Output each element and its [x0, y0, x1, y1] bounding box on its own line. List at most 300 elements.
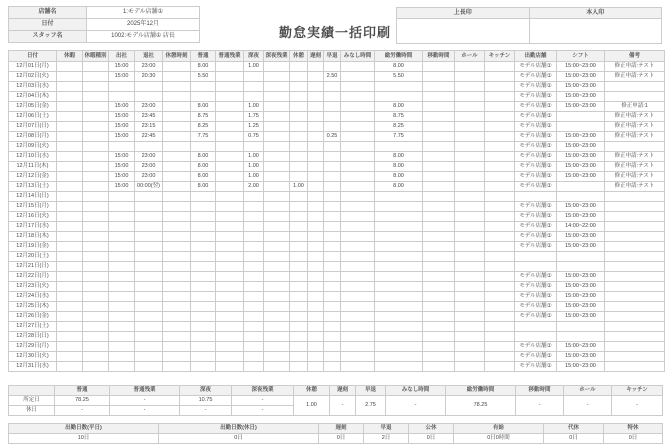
cell: 0日: [604, 434, 663, 444]
cell: [324, 122, 341, 132]
cell: [423, 232, 455, 242]
cell: [375, 142, 423, 152]
cell: [216, 182, 244, 192]
cell: [485, 282, 515, 292]
cell: [341, 92, 375, 102]
cell: [163, 112, 191, 122]
cell: 12月11日(木): [9, 162, 57, 172]
cell: [290, 362, 308, 372]
cell: [375, 292, 423, 302]
cell: 8.00: [191, 102, 216, 112]
cell: [216, 112, 244, 122]
table-row: [9, 232, 665, 242]
cell: [109, 242, 135, 252]
cell: 0日: [159, 434, 319, 444]
cell: [264, 82, 290, 92]
table-row: [9, 132, 665, 142]
cell: [423, 102, 455, 112]
cell: モデル店舗①: [515, 302, 557, 312]
cell: 15:00~23:00: [557, 342, 605, 352]
cell: [375, 312, 423, 322]
cell: [135, 352, 163, 362]
cell: 15:00: [109, 62, 135, 72]
cell: 12月29日(月): [9, 342, 57, 352]
cell: [163, 252, 191, 262]
cell: [423, 342, 455, 352]
cell: [216, 342, 244, 352]
cell: -: [232, 406, 294, 416]
cell: [455, 92, 485, 102]
cell: [264, 302, 290, 312]
cell: [485, 322, 515, 332]
cell: [423, 182, 455, 192]
cell: [191, 202, 216, 212]
cell: [423, 312, 455, 322]
cell: [485, 232, 515, 242]
cell: [455, 122, 485, 132]
cell: [375, 222, 423, 232]
cell: [375, 272, 423, 282]
cell: [375, 192, 423, 202]
cell: [135, 92, 163, 102]
cell: -: [180, 406, 232, 416]
cell: [135, 342, 163, 352]
cell: 15:00~23:00: [557, 302, 605, 312]
cell: [485, 62, 515, 72]
cell: [109, 142, 135, 152]
cell: 12月21日(日): [9, 262, 57, 272]
column-header: 休暇: [57, 51, 83, 62]
cell: [423, 122, 455, 132]
table-row: [9, 62, 665, 72]
cell: [485, 302, 515, 312]
cell: [423, 302, 455, 312]
cell: [264, 252, 290, 262]
cell: [557, 322, 605, 332]
cell: [216, 292, 244, 302]
cell: [308, 302, 324, 312]
cell: モデル店舗①: [515, 242, 557, 252]
cell: [244, 252, 264, 262]
cell: [109, 92, 135, 102]
cell: [341, 72, 375, 82]
table-row: [9, 262, 665, 272]
cell: 12月26日(金): [9, 312, 57, 322]
table-row: [9, 182, 665, 192]
cell: 15:00~23:00: [557, 242, 605, 252]
cell: [605, 232, 665, 242]
cell: [244, 72, 264, 82]
cell: 15:00~23:00: [557, 102, 605, 112]
cell: [375, 302, 423, 312]
cell: [135, 222, 163, 232]
cell: [455, 222, 485, 232]
cell: [455, 62, 485, 72]
column-header: 出勤日数(平日): [9, 424, 159, 434]
cell: [163, 212, 191, 222]
cell: [423, 192, 455, 202]
table-row: [9, 92, 665, 102]
cell: [216, 262, 244, 272]
cell: [290, 252, 308, 262]
cell: [423, 222, 455, 232]
cell: 15:00~23:00: [557, 62, 605, 72]
cell: [216, 172, 244, 182]
cell: [264, 182, 290, 192]
cell: [557, 182, 605, 192]
cell: 12月19日(金): [9, 242, 57, 252]
cell: [485, 212, 515, 222]
cell: モデル店舗①: [515, 182, 557, 192]
cell: [605, 212, 665, 222]
cell: [57, 62, 83, 72]
cell: [57, 352, 83, 362]
column-header: 普通残業: [110, 386, 180, 396]
cell: [163, 172, 191, 182]
cell: [290, 122, 308, 132]
cell: [191, 82, 216, 92]
column-header: 早退: [356, 386, 386, 396]
cell: [423, 162, 455, 172]
cell: 7.75: [191, 132, 216, 142]
cell: [135, 242, 163, 252]
cell: 15:00~23:00: [557, 352, 605, 362]
cell: [264, 282, 290, 292]
cell: [557, 122, 605, 132]
cell: [423, 62, 455, 72]
cell: [290, 142, 308, 152]
cell: [341, 122, 375, 132]
cell: [341, 262, 375, 272]
cell: [455, 152, 485, 162]
cell: [290, 162, 308, 172]
cell: モデル店舗①: [515, 162, 557, 172]
column-header: 日付: [9, 51, 57, 62]
cell: [109, 262, 135, 272]
cell: 15:00~23:00: [557, 212, 605, 222]
cell: モデル店舗①: [515, 112, 557, 122]
cell: [163, 62, 191, 72]
cell: [57, 242, 83, 252]
cell: [290, 332, 308, 342]
table-row: [9, 332, 665, 342]
cell: [83, 272, 109, 282]
cell: [308, 92, 324, 102]
info-value-date: 2025年12月: [87, 19, 200, 31]
column-header: 休憩: [290, 51, 308, 62]
cell: [191, 192, 216, 202]
cell: [455, 342, 485, 352]
cell: [375, 82, 423, 92]
table-row: [9, 82, 665, 92]
cell: [109, 232, 135, 242]
cell: [455, 192, 485, 202]
column-header: 休暇種別: [83, 51, 109, 62]
cell: [308, 162, 324, 172]
column-header: 退社: [135, 51, 163, 62]
cell: [264, 322, 290, 332]
cell: [455, 362, 485, 372]
cell: [216, 252, 244, 262]
column-header: 備考: [605, 51, 665, 62]
cell: 1.00: [244, 62, 264, 72]
cell: [375, 362, 423, 372]
cell: モデル店舗①: [515, 92, 557, 102]
table-row: [9, 102, 665, 112]
cell: [244, 312, 264, 322]
cell: [244, 342, 264, 352]
cell: [109, 342, 135, 352]
cell: [163, 152, 191, 162]
cell: 15:00~23:00: [557, 292, 605, 302]
cell: 1.00: [244, 172, 264, 182]
cell: 15:00~23:00: [557, 142, 605, 152]
cell: モデル店舗①: [515, 152, 557, 162]
cell: 12月06日(土): [9, 112, 57, 122]
cell: [485, 262, 515, 272]
cell: [375, 252, 423, 262]
cell: [605, 202, 665, 212]
cell: [290, 272, 308, 282]
column-header: 総労働時間: [446, 386, 516, 396]
cell: [455, 102, 485, 112]
cell: [290, 342, 308, 352]
cell: [264, 342, 290, 352]
cell: [290, 312, 308, 322]
cell: [515, 192, 557, 202]
row-label: 休日: [9, 406, 55, 416]
cell: [191, 312, 216, 322]
cell: [83, 192, 109, 202]
column-header: 休憩時刻: [163, 51, 191, 62]
column-header: 遅刻: [308, 51, 324, 62]
cell: 10日: [9, 434, 159, 444]
cell: モデル店舗①: [515, 132, 557, 142]
table-row: [9, 142, 665, 152]
cell: [191, 222, 216, 232]
cell: [605, 342, 665, 352]
cell: [455, 212, 485, 222]
cell: 15:00~23:00: [557, 132, 605, 142]
cell: [244, 82, 264, 92]
cell: [216, 322, 244, 332]
cell: [244, 302, 264, 312]
cell: [341, 222, 375, 232]
cell: [135, 82, 163, 92]
cell: [163, 182, 191, 192]
cell: [455, 352, 485, 362]
cell: [455, 182, 485, 192]
cell: [557, 262, 605, 272]
cell: [455, 142, 485, 152]
cell: [423, 252, 455, 262]
cell: [135, 282, 163, 292]
cell: [308, 332, 324, 342]
cell: 1.00: [244, 162, 264, 172]
cell: [83, 232, 109, 242]
cell: [455, 172, 485, 182]
cell: 修正申請:テスト: [605, 122, 665, 132]
cell: -: [110, 396, 180, 406]
cell: 12月20日(土): [9, 252, 57, 262]
cell: [135, 202, 163, 212]
cell: [163, 142, 191, 152]
cell: [264, 332, 290, 342]
table-row: [9, 152, 665, 162]
cell: [324, 352, 341, 362]
cell: [375, 212, 423, 222]
cell: [57, 72, 83, 82]
cell: 8.75: [191, 112, 216, 122]
cell: [216, 222, 244, 232]
cell: [290, 102, 308, 112]
cell: [83, 82, 109, 92]
cell: 修正申請:テスト: [605, 62, 665, 72]
cell: [83, 222, 109, 232]
cell: [163, 322, 191, 332]
cell: [485, 222, 515, 232]
cell: [135, 192, 163, 202]
cell: 20:30: [135, 72, 163, 82]
cell: [244, 232, 264, 242]
cell: 15:00: [109, 132, 135, 142]
cell: 14:00~22:00: [557, 222, 605, 232]
cell: [135, 252, 163, 262]
cell: [191, 342, 216, 352]
cell: [244, 222, 264, 232]
cell: 5.50: [375, 72, 423, 82]
cell: [308, 192, 324, 202]
cell: [324, 102, 341, 112]
cell: 15:00~23:00: [557, 82, 605, 92]
column-header: みなし時間: [386, 386, 446, 396]
cell: モデル店舗①: [515, 82, 557, 92]
cell: [324, 172, 341, 182]
cell: 12月15日(月): [9, 202, 57, 212]
cell: 23:00: [135, 152, 163, 162]
cell: 修正申請:テスト: [605, 132, 665, 142]
table-row: [9, 222, 665, 232]
cell: [191, 232, 216, 242]
cell: [324, 82, 341, 92]
cell: [423, 292, 455, 302]
cell: [324, 312, 341, 322]
cell: 8.00: [375, 62, 423, 72]
cell: [423, 92, 455, 102]
cell: [308, 172, 324, 182]
cell: [324, 342, 341, 352]
cell: [290, 132, 308, 142]
cell: [308, 112, 324, 122]
cell: [308, 312, 324, 322]
cell: [216, 152, 244, 162]
cell: [290, 282, 308, 292]
cell: [57, 102, 83, 112]
column-header: ホール: [564, 386, 612, 396]
cell: [244, 262, 264, 272]
totals-row: [9, 434, 663, 444]
cell: [135, 272, 163, 282]
cell: [109, 332, 135, 342]
merged-cell: -: [564, 396, 612, 416]
cell: [423, 242, 455, 252]
cell: [264, 192, 290, 202]
cell: 15:00~23:00: [557, 152, 605, 162]
cell: [290, 262, 308, 272]
cell: [341, 212, 375, 222]
cell: [57, 262, 83, 272]
cell: [423, 362, 455, 372]
cell: [191, 242, 216, 252]
cell: [423, 322, 455, 332]
cell: [163, 72, 191, 82]
merged-cell: -: [612, 396, 663, 416]
column-header: [9, 386, 55, 396]
page-title: 勤怠実績一括印刷: [278, 25, 392, 40]
cell: [605, 322, 665, 332]
info-label-store: 店舗名: [9, 7, 87, 19]
cell: 15:00: [109, 102, 135, 112]
header-row: [9, 386, 663, 396]
column-header: 代休: [544, 424, 604, 434]
cell: [290, 62, 308, 72]
cell: 修正申請:テスト: [605, 152, 665, 162]
cell: [244, 322, 264, 332]
cell: [57, 322, 83, 332]
cell: 修正申請:1: [605, 102, 665, 112]
table-row: [9, 212, 665, 222]
table-row: [9, 72, 665, 82]
cell: [83, 332, 109, 342]
cell: [109, 252, 135, 262]
cell: [341, 112, 375, 122]
cell: [290, 112, 308, 122]
cell: [455, 162, 485, 172]
cell: [163, 202, 191, 212]
cell: [290, 232, 308, 242]
cell: [216, 332, 244, 342]
info-row: [9, 7, 200, 19]
cell: [341, 292, 375, 302]
column-header: 特休: [604, 424, 663, 434]
cell: [109, 302, 135, 312]
table-row: [9, 312, 665, 322]
cell: [163, 332, 191, 342]
cell: [57, 332, 83, 342]
cell: [244, 272, 264, 282]
info-table: [8, 6, 200, 43]
cell: 2.50: [324, 72, 341, 82]
cell: [290, 92, 308, 102]
cell: 1.00: [244, 152, 264, 162]
cell: [264, 162, 290, 172]
cell: [605, 82, 665, 92]
cell: [324, 202, 341, 212]
cell: [216, 122, 244, 132]
cell: [341, 152, 375, 162]
cell: [135, 302, 163, 312]
cell: 15:00~23:00: [557, 232, 605, 242]
column-header: 早退: [324, 51, 341, 62]
cell: [455, 292, 485, 302]
cell: [308, 232, 324, 242]
cell: [83, 262, 109, 272]
cell: [341, 322, 375, 332]
cell: [57, 252, 83, 262]
cell: モデル店舗①: [515, 72, 557, 82]
cell: [135, 312, 163, 322]
cell: 1.25: [244, 122, 264, 132]
